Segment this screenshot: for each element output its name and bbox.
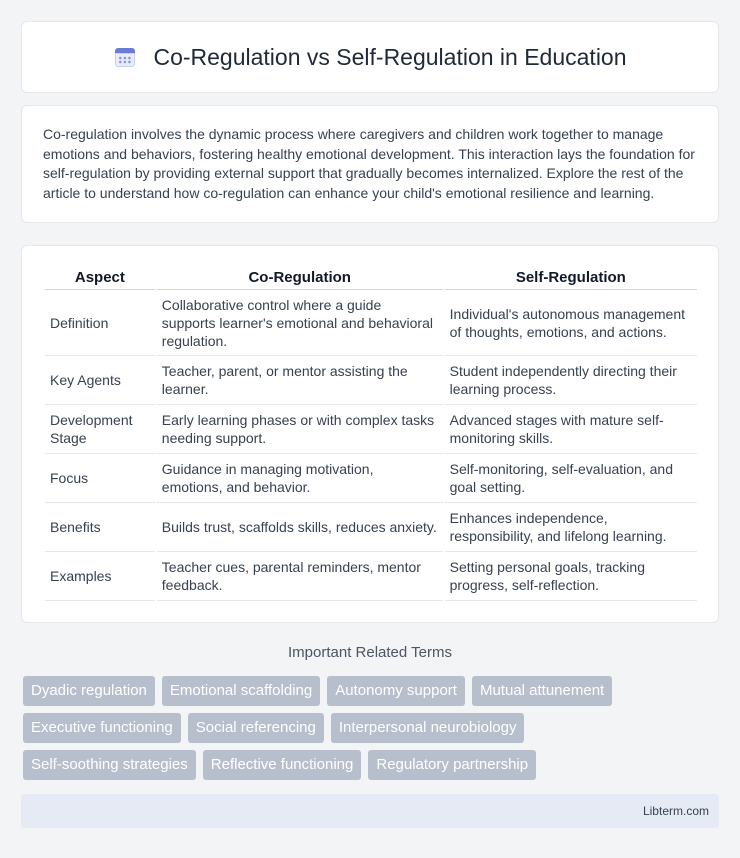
page-title: Co-Regulation vs Self-Regulation in Education xyxy=(153,43,627,70)
table-row xyxy=(45,454,697,503)
table-row xyxy=(45,405,697,454)
tag-row xyxy=(23,750,723,780)
title-card xyxy=(21,21,719,93)
tag-social-referencing[interactable]: Social referencing xyxy=(188,713,324,743)
aspect-cell: Examples xyxy=(45,552,155,601)
intro-text: Co-regulation involves the dynamic process where caregivers and children work together to manage emotions and behaviors, fostering healthy emotional development. This interaction lays the foundation for self-regulation by providing external support that gradually becomes internalized. Explore the rest of the article to understand how co-regulation can enhance your child's emotional resilience and learning. xyxy=(43,126,695,201)
aspect-cell: Focus xyxy=(45,454,155,503)
tag-autonomy-support[interactable]: Autonomy support xyxy=(327,676,465,706)
header-self-regulation: Self-Regulation xyxy=(445,266,697,290)
aspect-cell: Development Stage xyxy=(45,405,155,454)
co-regulation-cell: Guidance in managing motivation, emotions, and behavior. xyxy=(157,454,443,503)
co-regulation-cell: Early learning phases or with complex tasks needing support. xyxy=(157,405,443,454)
tag-dyadic-regulation[interactable]: Dyadic regulation xyxy=(23,676,155,706)
tag-mutual-attunement[interactable]: Mutual attunement xyxy=(472,676,612,706)
table-row xyxy=(45,356,697,405)
self-regulation-cell: Individual's autonomous management of thoughts, emotions, and actions. xyxy=(445,290,697,356)
footer-site-link[interactable]: Libterm.com xyxy=(642,804,709,818)
header-co-regulation: Co-Regulation xyxy=(157,266,443,290)
tag-self-soothing-strategies[interactable]: Self-soothing strategies xyxy=(23,750,196,780)
comparison-table xyxy=(43,266,699,601)
intro-card xyxy=(21,105,719,223)
related-terms-heading: Important Related Terms xyxy=(288,644,452,661)
tag-regulatory-partnership[interactable]: Regulatory partnership xyxy=(368,750,536,780)
table-row xyxy=(45,290,697,356)
calendar-icon xyxy=(113,45,137,69)
co-regulation-cell: Builds trust, scaffolds skills, reduces anxiety. xyxy=(157,503,443,552)
table-row xyxy=(45,503,697,552)
header-aspect: Aspect xyxy=(45,266,155,290)
tag-emotional-scaffolding[interactable]: Emotional scaffolding xyxy=(162,676,320,706)
aspect-cell: Key Agents xyxy=(45,356,155,405)
table-row xyxy=(45,552,697,601)
tag-interpersonal-neurobiology[interactable]: Interpersonal neurobiology xyxy=(331,713,525,743)
self-regulation-cell: Advanced stages with mature self-monitoring skills. xyxy=(445,405,697,454)
co-regulation-cell: Collaborative control where a guide supports learner's emotional and behavioral regulation. xyxy=(157,290,443,356)
tag-row xyxy=(23,713,723,743)
self-regulation-cell: Enhances independence, responsibility, and lifelong learning. xyxy=(445,503,697,552)
tag-executive-functioning[interactable]: Executive functioning xyxy=(23,713,181,743)
co-regulation-cell: Teacher, parent, or mentor assisting the learner. xyxy=(157,356,443,405)
tag-row xyxy=(23,676,723,706)
self-regulation-cell: Self-monitoring, self-evaluation, and goal setting. xyxy=(445,454,697,503)
self-regulation-cell: Setting personal goals, tracking progress, self-reflection. xyxy=(445,552,697,601)
table-header-row xyxy=(45,266,697,290)
self-regulation-cell: Student independently directing their learning process. xyxy=(445,356,697,405)
comparison-card xyxy=(21,245,719,623)
aspect-cell: Definition xyxy=(45,290,155,356)
tag-reflective-functioning[interactable]: Reflective functioning xyxy=(203,750,362,780)
co-regulation-cell: Teacher cues, parental reminders, mentor feedback. xyxy=(157,552,443,601)
aspect-cell: Benefits xyxy=(45,503,155,552)
footer xyxy=(21,794,719,828)
related-terms xyxy=(23,676,723,787)
